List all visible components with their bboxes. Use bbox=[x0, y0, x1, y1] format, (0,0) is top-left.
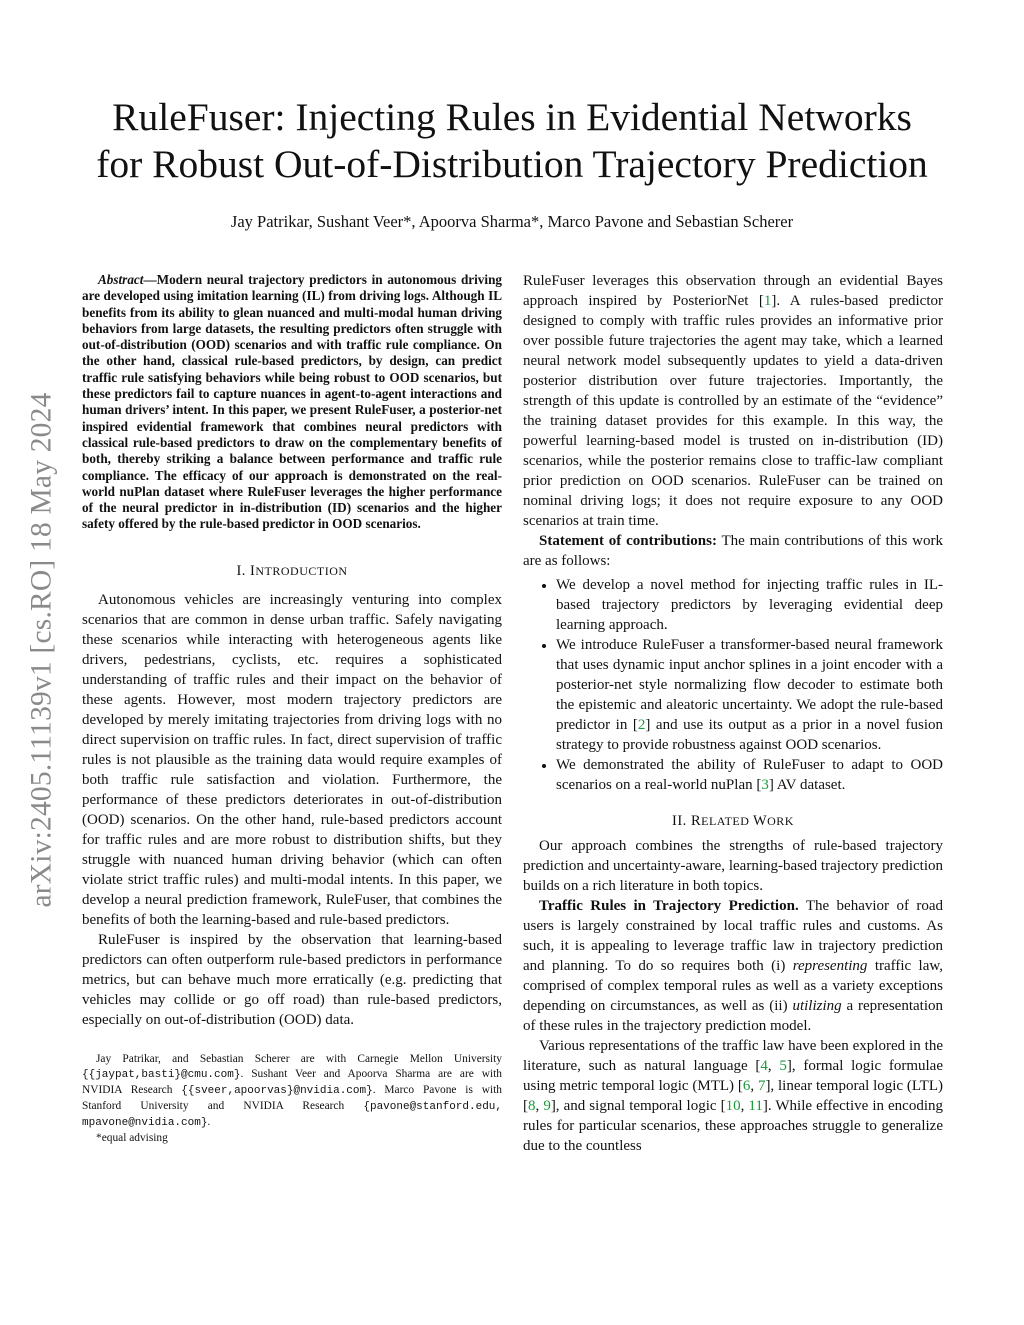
section-heading-related-work bbox=[523, 813, 943, 830]
section-title-rest: ORK bbox=[767, 814, 794, 828]
footnote-text: . Marco Pavone is with Stanford University and NVIDIA Research bbox=[82, 1083, 502, 1112]
paragraph-text: ]. A rules-based predictor designed to comply with traffic rules provides an informative prior over possible future trajectories the agent may take, which a learned neural network model subsequently updates to yield a data-driven posterior distribution over future trajectories. Importantly, the strength of this update is controlled by an estimate of the “evidence” the training dataset provides for this example. In this way, the powerful learning-based model is trusted on in-distribution (ID) scenarios, while the posterior remains close to traffic-law compliant prior prediction on OOD scenarios. RuleFuser can be trained on nominal driving logs; it does not require exposure to any OOD scenarios at train time. bbox=[523, 293, 944, 529]
list-item bbox=[556, 755, 943, 795]
section-heading-introduction bbox=[82, 563, 502, 580]
right-column bbox=[523, 271, 943, 1156]
citation-link[interactable]: 9 bbox=[543, 1098, 551, 1114]
citation-link[interactable]: 1 bbox=[763, 293, 772, 309]
citation-link[interactable]: 3 bbox=[761, 777, 769, 793]
emphasis-text: utilizing bbox=[792, 998, 842, 1014]
intro-paragraph-1: Autonomous vehicles are increasingly venturing into complex scenarios that are common in dense urban traffic. Safely navigating these scenarios while interacting with heterogeneous agents like drivers, pedestrians, cyclists, etc. requires a sophisticated understanding of traffic rules and their impact on the behavior of these agents. However, most modern trajectory predictors are developed by merely imitating trajectories from driving logs with no direct supervision on traffic rules. In fact, direct supervision of traffic rules is not plausible as the training data would require examples of both traffic rule satisfaction and violation. Furthermore, the performance of these predictors deteriorates in out-of-distribution (OOD) scenarios. On the other hand, rule-based predictors account for traffic rules and are more robust to distribution shifts, but they struggle with nuanced human driving behavior (which can often violate strict traffic rules) and multi-modal intents. In this paper, we develop a neural prediction framework, RuleFuser, that combines the benefits of both the learning-based and rule-based predictors. bbox=[82, 591, 502, 928]
paragraph-text: ]. While effective in encoding rules for particular scenarios, these approaches struggle to generalize due to the countless bbox=[523, 1098, 944, 1154]
representations-paragraph bbox=[523, 1036, 943, 1156]
paragraph-text: , bbox=[750, 1078, 758, 1094]
list-item-text: We demonstrated the ability of RuleFuser to adapt to OOD scenarios on a real-world nuPlan [ bbox=[556, 757, 943, 793]
citation-link[interactable]: 7 bbox=[757, 1078, 766, 1094]
list-item: • We develop a novel method for injecting traffic rules in IL-based trajectory predictors by leveraging evidential deep learning approach. bbox=[556, 575, 943, 635]
equal-advising-note: *equal advising bbox=[96, 1131, 168, 1144]
arxiv-identifier: arXiv:2405.11139v1 [cs.RO] 18 May 2024 bbox=[25, 392, 58, 908]
contributions-label: Statement of contributions: bbox=[539, 533, 717, 549]
abstract-label: Abstract bbox=[98, 272, 144, 287]
email-nvidia: {{sveer,apoorvas}@nvidia.com} bbox=[181, 1084, 373, 1097]
section-initial: W bbox=[752, 813, 768, 829]
paragraph-heading: Traffic Rules in Trajectory Prediction. bbox=[539, 898, 799, 914]
arxiv-sidebar bbox=[22, 340, 62, 960]
paragraph-text: ], linear temporal logic (LTL) [ bbox=[523, 1078, 943, 1114]
citation-link[interactable]: 6 bbox=[742, 1078, 751, 1094]
paragraph-text: , bbox=[535, 1098, 544, 1114]
paragraph-text: traffic law, comprised of complex temporal rules as well as a variety exceptions depending on circumstances, as well as (ii) bbox=[523, 958, 943, 1014]
rulefuser-paragraph bbox=[523, 271, 943, 531]
section-initial: R bbox=[690, 813, 702, 829]
paragraph-text: a representation of these rules in the trajectory prediction model. bbox=[523, 998, 943, 1034]
paragraph-text: The main contributions of this work are as follows: bbox=[523, 533, 943, 569]
email-stanford: {pavone@stanford.edu, mpavone@nvidia.com} bbox=[82, 1100, 502, 1129]
list-item-text: ] AV dataset. bbox=[768, 777, 846, 793]
emphasis-text: representing bbox=[792, 958, 868, 974]
citation-link[interactable]: 11 bbox=[748, 1098, 763, 1114]
author-list: Jay Patrikar, Sushant Veer*, Apoorva Sharma*, Marco Pavone and Sebastian Scherer bbox=[230, 212, 794, 231]
citation-link[interactable]: 10 bbox=[725, 1098, 741, 1114]
contributions-list bbox=[523, 575, 943, 795]
paragraph-text: Various representations of the traffic law have been explored in the literature, such as natural language [ bbox=[523, 1038, 943, 1074]
left-column bbox=[82, 272, 502, 1146]
list-item bbox=[556, 635, 943, 755]
section-number: II. bbox=[672, 813, 691, 829]
section-title-rest: NTRODUCTION bbox=[255, 563, 348, 578]
paragraph-text: , bbox=[767, 1058, 780, 1074]
citation-link[interactable]: 4 bbox=[760, 1058, 768, 1074]
citation-link[interactable]: 2 bbox=[637, 717, 646, 733]
paragraph-text: ], and signal temporal logic [ bbox=[550, 1098, 726, 1114]
paragraph-text: RuleFuser leverages this observation through an evidential Bayes approach inspired by PosteriorNet [ bbox=[523, 273, 943, 309]
footnote-text: Jay Patrikar, and Sebastian Scherer are with Carnegie Mellon University bbox=[96, 1052, 502, 1065]
abstract bbox=[82, 272, 502, 533]
paragraph-text: ], formal logic formulae using metric temporal logic (MTL) [ bbox=[523, 1058, 943, 1094]
citation-link[interactable]: 5 bbox=[779, 1058, 787, 1074]
citation-link[interactable]: 8 bbox=[528, 1098, 536, 1114]
section-initial: I bbox=[250, 562, 256, 579]
paragraph-text: The behavior of road users is largely constrained by local traffic rules and customs. As such, it is appealing to leverage traffic law in trajectory prediction and planning. To do so requires both (i) bbox=[523, 898, 943, 974]
title-line-1: RuleFuser: Injecting Rules in Evidential Networks bbox=[112, 95, 912, 139]
section-title-rest: ELATED bbox=[701, 814, 753, 828]
abstract-text: —Modern neural trajectory predictors in autonomous driving are developed using imitation learning (IL) from driving logs. Although IL benefits from its ability to glean nuanced and multi-modal human driving behaviors from large datasets, the resulting predictors often struggle with out-of-distribution (OOD) scenarios and with traffic rule compliance. On the other hand, classical rule-based predictors, by design, can predict traffic rule satisfying behaviors while being robust to OOD scenarios, but these predictors fail to capture nuances in agent-to-agent interactions and human drivers’ intent. In this paper, we present RuleFuser, a posterior-net inspired evidential framework that combines neural predictors with classical rule-based predictors to draw on the complementary benefits of both, thereby striking a balance between performance and traffic rule compliance. The efficacy of our approach is demonstrated on the real-world nuPlan dataset where RuleFuser leverages the higher performance of the neural predictor in in-distribution (ID) scenarios and the higher safety offered by the rule-based predictor in OOD scenarios. bbox=[82, 272, 502, 532]
contributions-intro bbox=[523, 531, 943, 571]
list-item-text: ] and use its output as a prior in a novel fusion strategy to provide robustness against OOD scenarios. bbox=[556, 717, 943, 753]
intro-paragraph-2: RuleFuser is inspired by the observation that learning-based predictors can often outperform rule-based predictors in performance metrics, but can behave much more erratically (e.g. predicting that vehicles may collide or go off road) than rule-based predictors, especially on out-of-distribution (OOD) data. bbox=[82, 931, 502, 1028]
list-item-text: We introduce RuleFuser a transformer-based neural framework that uses dynamic input anchor splines in a joint encoder with a posterior-net style normalizing flow decoder to estimate both the epistemic and aleatoric uncertainty. We adopt the rule-based predictor in [ bbox=[556, 637, 943, 733]
section-number: I. bbox=[236, 562, 251, 579]
title-line-2: for Robust Out-of-Distribution Trajectory Prediction bbox=[96, 142, 928, 186]
related-work-paragraph: Our approach combines the strengths of rule-based trajectory prediction and uncertainty-aware, learning-based trajectory prediction builds on a rich literature in both topics. bbox=[523, 838, 943, 894]
traffic-rules-paragraph bbox=[523, 896, 943, 1036]
affiliation-footnote bbox=[82, 1052, 502, 1131]
paper-title bbox=[60, 94, 964, 188]
paragraph-text: , bbox=[740, 1098, 749, 1114]
email-cmu: {{jaypat,basti}@cmu.com} bbox=[82, 1068, 241, 1081]
footnote-text: . bbox=[207, 1115, 211, 1128]
footnote-text: . Sushant Veer and Apoorva Sharma are are with NVIDIA Research bbox=[82, 1067, 502, 1096]
